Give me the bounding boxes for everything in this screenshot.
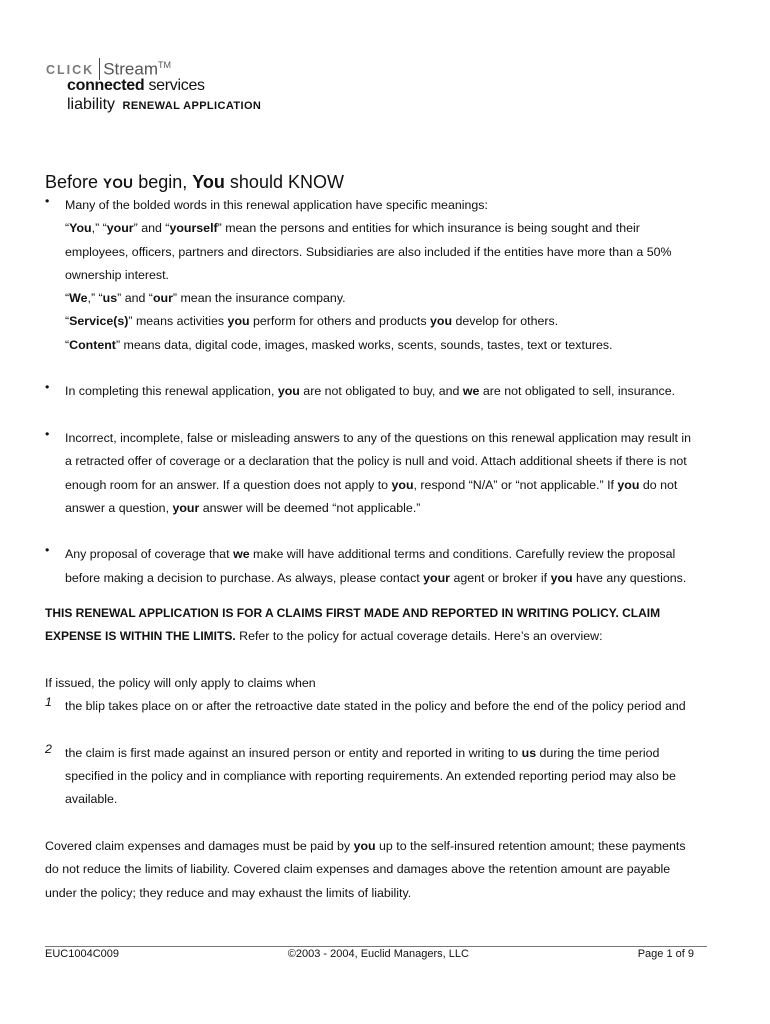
text-span: ,” “ — [91, 221, 107, 236]
bullet-marker: • — [45, 426, 50, 441]
spacer — [45, 404, 710, 427]
spacer — [45, 590, 710, 602]
text-span: develop for others. — [452, 314, 559, 329]
text-span: ” mean the insurance company. — [172, 291, 346, 306]
defined-term: us — [102, 291, 118, 306]
definition-you-line3: ownership interest. — [65, 267, 169, 282]
definition-you-line2: employees, officers, partners and directors. Subsidiaries are also included if the entities have more than a 50% — [65, 244, 672, 259]
heading-part: YOU — [103, 176, 134, 191]
bullet-marker: • — [45, 543, 50, 558]
defined-term: you — [550, 570, 573, 585]
proposal-line1 — [65, 543, 710, 566]
bullet-obligation — [45, 380, 710, 403]
form-code: EUC1004C009 — [45, 948, 119, 960]
form-title-caps: RENEWAL APPLICATION — [122, 100, 262, 112]
text-span: before making a decision to purchase. As always, please contact — [65, 570, 424, 585]
text-span: Any proposal of coverage that — [65, 547, 234, 562]
spacer — [45, 719, 710, 742]
text-span: have any questions. — [572, 570, 687, 585]
defined-term: Content — [69, 337, 116, 352]
accuracy-line3 — [65, 474, 710, 497]
defined-term: us — [521, 745, 537, 760]
text-span: agent or broker if — [450, 570, 551, 585]
covered-line2: do not reduce the limits of liability. Covered claim expenses and damages above the retention amount are payable — [45, 862, 671, 877]
text-span: enough room for an answer. If a question does not apply to — [65, 477, 392, 492]
definitions-intro: Many of the bolded words in this renewal application have specific meanings: — [65, 198, 488, 212]
spacer — [45, 520, 710, 543]
defined-term: you — [277, 384, 300, 399]
defined-term: your — [423, 570, 451, 585]
text-span: ” mean the persons and entities for which insurance is being sought and their — [217, 221, 640, 236]
condition-item-2 — [45, 742, 710, 812]
bullet-accuracy — [45, 427, 710, 520]
obligation-text — [65, 380, 710, 403]
text-span: answer a question, — [65, 500, 173, 515]
logo-subtitle-bold: connected — [67, 77, 145, 94]
covered-line1 — [45, 835, 710, 858]
defined-term: your — [106, 221, 134, 236]
page-footer — [45, 948, 694, 960]
section-heading — [45, 172, 344, 193]
definition-we — [65, 287, 710, 310]
definition-you — [65, 217, 710, 240]
defined-term: You — [69, 221, 92, 236]
text-span: perform for others and products — [249, 314, 431, 329]
heading-part: begin, — [133, 172, 193, 192]
logo-subtitle — [67, 77, 205, 95]
text-span: Covered claim expenses and damages must be paid by — [45, 839, 354, 854]
spacer — [45, 812, 710, 835]
trademark-mark: TM — [158, 60, 171, 71]
bullet-definitions — [45, 194, 710, 357]
text-span: are not obligated to sell, insurance. — [479, 384, 676, 399]
definition-content — [65, 334, 710, 357]
claims-made-notice — [45, 602, 710, 649]
condition-text: available. — [65, 792, 118, 807]
text-span: make will have additional terms and conditions. Carefully review the proposal — [249, 547, 676, 562]
text-span: ” means activities — [128, 314, 228, 329]
covered-expenses-paragraph — [45, 835, 710, 905]
bullet-proposal — [45, 543, 710, 590]
condition-item-1 — [45, 695, 710, 718]
condition-number: 2 — [45, 741, 52, 756]
bullet-marker: • — [45, 194, 50, 208]
accuracy-line1: Incorrect, incomplete, false or misleading answers to any of the questions on this renewal application may result in — [65, 430, 692, 445]
defined-term: we — [233, 547, 250, 562]
condition-text: the blip takes place on or after the retroactive date stated in the policy and before the end of the policy period and — [65, 699, 686, 714]
text-span: ” and “ — [133, 221, 170, 236]
defined-term: you — [430, 314, 453, 329]
notice-line2 — [45, 625, 710, 648]
spacer — [45, 649, 710, 672]
notice-line1: THIS RENEWAL APPLICATION IS FOR A CLAIMS FIRST MADE AND REPORTED IN WRITING POLICY. CLAIM — [45, 606, 661, 621]
page-number: Page 1 of 9 — [637, 948, 694, 960]
text-span: do not — [639, 477, 678, 492]
text-span: “ — [65, 291, 70, 306]
text-span: “ — [65, 337, 70, 352]
definition-services — [65, 310, 710, 333]
proposal-line2 — [65, 567, 710, 590]
heading-part: should KNOW — [224, 172, 344, 192]
accuracy-line4 — [65, 497, 710, 520]
clickstream-logo — [46, 56, 262, 113]
defined-term: we — [462, 384, 480, 399]
spacer — [45, 357, 710, 380]
claims-conditions — [45, 672, 710, 812]
defined-term: yourself — [169, 221, 218, 236]
logo-click-text: CLICK — [46, 63, 95, 77]
document-body — [45, 194, 710, 905]
defined-term: you — [227, 314, 250, 329]
text-span: during the time period — [536, 745, 660, 760]
defined-term: you — [617, 477, 640, 492]
text-span: “ — [65, 221, 70, 236]
logo-stream-word: Stream — [103, 60, 158, 79]
footer-divider — [45, 946, 707, 947]
defined-term: you — [353, 839, 376, 854]
copyright: ©2003 - 2004, Euclid Managers, LLC — [287, 948, 469, 960]
text-span: “ — [65, 314, 70, 329]
condition-number: 1 — [45, 695, 52, 710]
bullet-marker: • — [45, 380, 50, 395]
text-span: ,” “ — [87, 291, 103, 306]
form-title — [67, 96, 261, 114]
text-span: up to the self-insured retention amount; these payments — [375, 839, 686, 854]
claims-intro: If issued, the policy will only apply to claims when — [45, 675, 316, 690]
text-span: ” and “ — [117, 291, 153, 306]
heading-part: You — [192, 172, 225, 192]
defined-term: Service(s) — [69, 314, 129, 329]
defined-term: our — [152, 291, 173, 306]
text-span: the claim is first made against an insured person or entity and reported in writing to — [65, 745, 522, 760]
heading-part: Before — [45, 172, 104, 192]
text-span: are not obligated to buy, and — [299, 384, 463, 399]
defined-term: your — [172, 500, 200, 515]
text-span: In completing this renewal application, — [65, 384, 278, 399]
form-title-word: liability — [67, 96, 116, 113]
defined-term: We — [69, 291, 88, 306]
text-span: Refer to the policy for actual coverage details. Here’s an overview: — [235, 629, 603, 644]
notice-bold: EXPENSE IS WITHIN THE LIMITS. — [45, 629, 236, 644]
text-span: ” means data, digital code, images, masked works, scents, sounds, tastes, text or textures. — [115, 337, 613, 352]
text-span: answer will be deemed “not applicable.” — [199, 500, 421, 515]
text-span: , respond “N/A” or “not applicable.” If — [413, 477, 618, 492]
accuracy-line2: a retracted offer of coverage or a declaration that the policy is null and void. Attach additional sheets if there is not — [65, 454, 687, 469]
condition-text — [65, 742, 710, 765]
defined-term: you — [391, 477, 414, 492]
covered-line3: under the policy; they reduce and may exhaust the limits of liability. — [45, 885, 412, 900]
condition-text: specified in the policy and in compliance with reporting requirements. An extended reporting period may also be — [65, 769, 676, 784]
logo-subtitle-rest: services — [144, 77, 205, 94]
